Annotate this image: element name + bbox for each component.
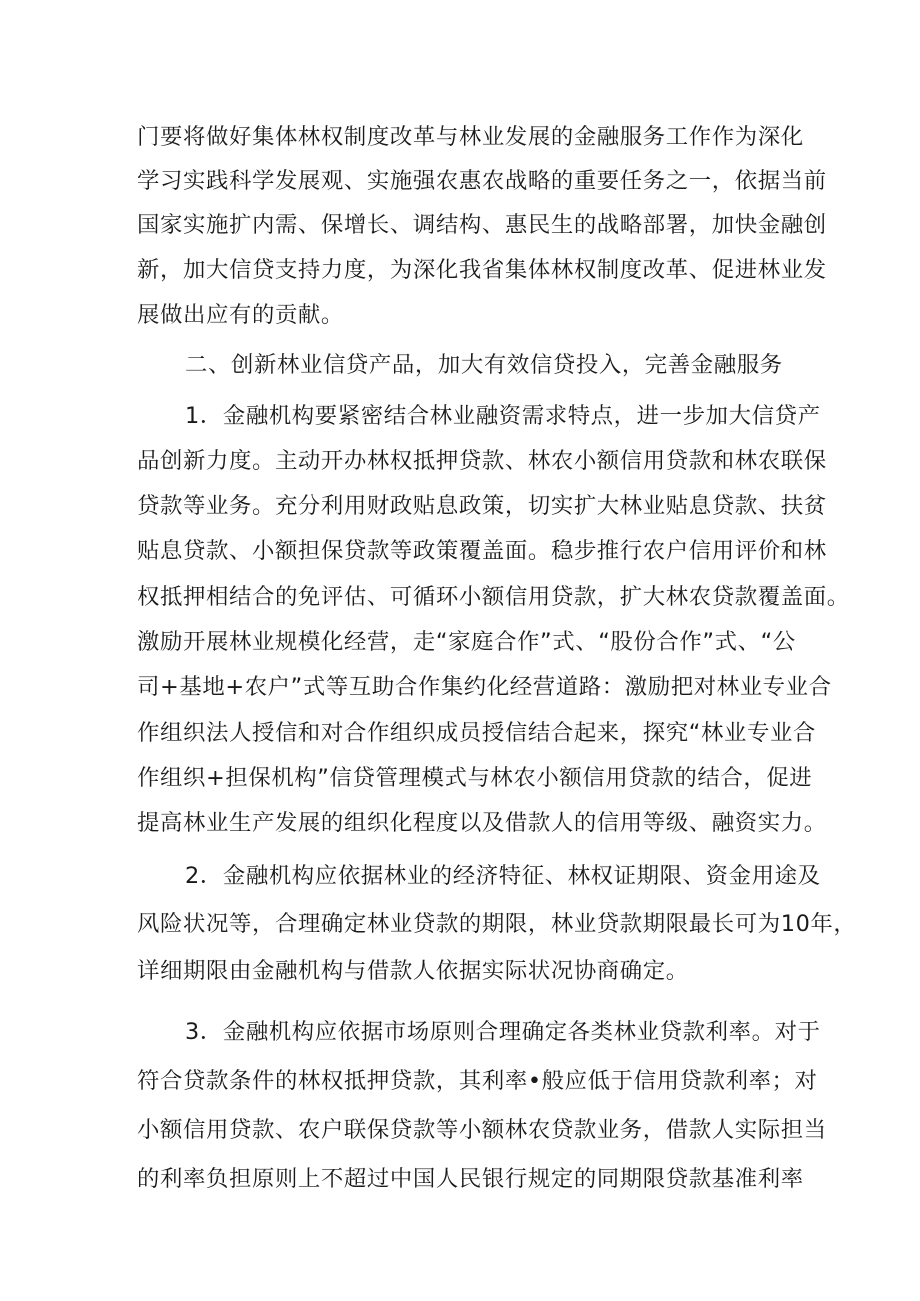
text-line: 门要将做好集体林权制度改革与林业发展的金融服务工作作为深化 <box>137 124 804 150</box>
text-line: 权抵押相结合的免评估、可循环小额信用贷款，扩大林农贷款覆盖面。 <box>137 584 850 610</box>
text-line: 展做出应有的贡献。 <box>137 302 344 328</box>
text-line: 贷款等业务。充分利用财政贴息政策，切实扩大林业贴息贷款、扶贫 <box>137 493 827 519</box>
text-line: 激励开展林业规模化经营，走“家庭合作”式、“股份合作”式、“公 <box>137 629 796 655</box>
text-line: 的利率负担原则上不超过中国人民银行规定的同期限贷款基准利率 <box>137 1166 804 1192</box>
text-line: 符合贷款条件的林权抵押贷款，其利率•般应低于信用贷款利率；对 <box>137 1068 818 1094</box>
text-line: 风险状况等，合理确定林业贷款的期限，林业贷款期限最长可为10年， <box>137 911 857 937</box>
text-line: 司+基地+农户”式等互助合作集约化经营道路：激励把对林业专业合 <box>137 674 832 700</box>
text-line: 2．金融机构应依据林业的经济特征、林权证期限、资金用途及 <box>185 863 821 889</box>
text-line: 国家实施扩内需、保增长、调结构、惠民生的战略部署，加快金融创 <box>137 212 827 238</box>
text-line: 1．金融机构要紧密结合林业融资需求特点，进一步加大信贷产 <box>185 403 821 429</box>
section-heading: 二、创新林业信贷产品，加大有效信贷投入，完善金融服务 <box>185 352 783 378</box>
text-line: 贴息贷款、小额担保贷款等政策覆盖面。稳步推行农户信用评价和林 <box>137 538 827 564</box>
text-line: 新，加大信贷支持力度，为深化我省集体林权制度改革、促进林业发 <box>137 257 827 283</box>
text-line: 小额信用贷款、农户联保贷款等小额林农贷款业务，借款人实际担当 <box>137 1117 827 1143</box>
text-line: 提高林业生产发展的组织化程度以及借款人的信用等级、融资实力。 <box>137 810 827 836</box>
text-line: 作组织+担保机构”信贷管理模式与林农小额信用贷款的结合，促进 <box>137 765 813 791</box>
text-line: 3．金融机构应依据市场原则合理确定各类林业贷款利率。对于 <box>185 1019 821 1045</box>
text-line: 学习实践科学发展观、实施强农惠农战略的重要任务之一，依据当前 <box>137 168 827 194</box>
text-line: 作组织法人授信和对合作组织成员授信结合起来，探究“林业专业合 <box>137 720 816 746</box>
text-line: 详细期限由金融机构与借款人依据实际状况协商确定。 <box>137 958 689 984</box>
text-line: 品创新力度。主动开办林权抵押贷款、林农小额信用贷款和林农联保 <box>137 448 827 474</box>
